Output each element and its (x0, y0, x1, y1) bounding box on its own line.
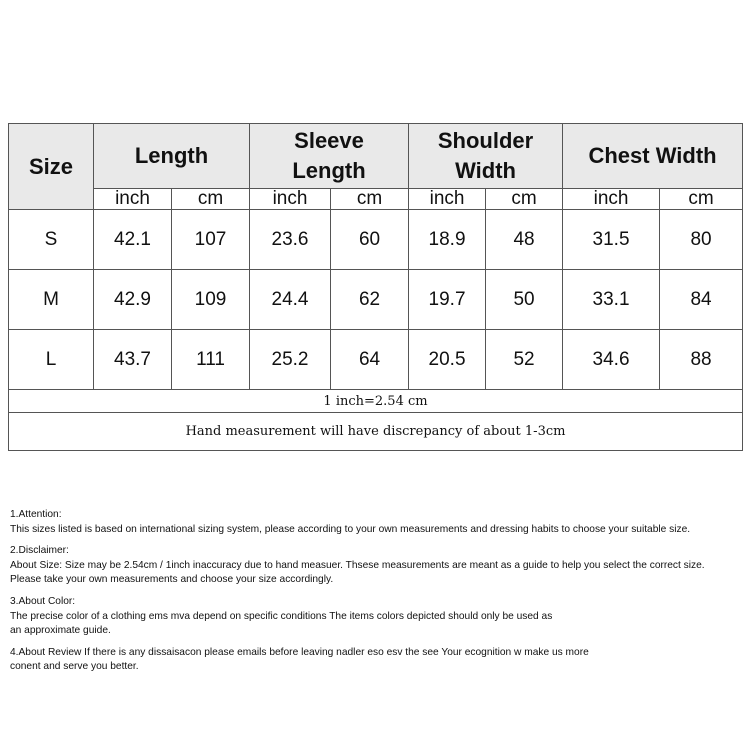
info-section (10, 508, 745, 682)
measurement-row (9, 413, 743, 451)
color-block (10, 595, 745, 639)
value-cell: 18.9 (409, 210, 486, 270)
value-cell: 107 (172, 210, 250, 270)
value-cell: 20.5 (409, 330, 486, 390)
value-cell: 60 (331, 210, 409, 270)
value-cell: 52 (486, 330, 563, 390)
value-cell: 64 (331, 330, 409, 390)
value-cell: 24.4 (250, 270, 331, 330)
disclaimer-line2: Please take your own measurements and choose your size accordingly. (10, 574, 334, 586)
value-cell: 19.7 (409, 270, 486, 330)
unit-cell: inch (250, 189, 331, 210)
size-cell: L (9, 330, 94, 390)
color-line1: The precise color of a clothing ems mva depend on specific conditions The items colors depicted should only be used as (10, 610, 553, 622)
color-title: 3.About Color: (10, 595, 76, 607)
review-block (10, 646, 745, 675)
shoulder-width-header (409, 124, 563, 189)
disclaimer-title: 2.Disclaimer: (10, 545, 69, 557)
size-cell: S (9, 210, 94, 270)
unit-cell: cm (486, 189, 563, 210)
value-cell: 23.6 (250, 210, 331, 270)
unit-cell: inch (409, 189, 486, 210)
value-cell: 50 (486, 270, 563, 330)
length-header: Length (94, 124, 250, 189)
unit-cell: cm (660, 189, 743, 210)
attention-title: 1.Attention: (10, 509, 62, 520)
disclaimer-block (10, 544, 745, 588)
value-cell: 109 (172, 270, 250, 330)
size-header: Size (9, 124, 94, 210)
value-cell: 84 (660, 270, 743, 330)
unit-cell: inch (563, 189, 660, 210)
table-row (9, 210, 743, 270)
unit-cell: inch (94, 189, 172, 210)
shoulder-header-line1: Shoulder (437, 128, 534, 153)
value-cell: 42.1 (94, 210, 172, 270)
value-cell: 31.5 (563, 210, 660, 270)
value-cell: 62 (331, 270, 409, 330)
shoulder-header-line2: Width (455, 158, 516, 183)
sleeve-header-line2: Length (292, 158, 366, 183)
table-row (9, 330, 743, 390)
value-cell: 88 (660, 330, 743, 390)
conversion-row (9, 390, 743, 413)
size-cell: M (9, 270, 94, 330)
value-cell: 42.9 (94, 270, 172, 330)
attention-text: This sizes listed is based on international sizing system, please according to your own measurements and dressing habits to choose your suitable size. (10, 523, 691, 535)
attention-block (10, 508, 745, 537)
sleeve-header-line1: Sleeve (294, 128, 364, 153)
value-cell: 33.1 (563, 270, 660, 330)
value-cell: 43.7 (94, 330, 172, 390)
measurement-note: Hand measurement will have discrepancy of about 1-3cm (9, 413, 743, 451)
review-line2: conent and serve you better. (10, 661, 139, 673)
unit-cell: cm (331, 189, 409, 210)
disclaimer-line1: About Size: Size may be 2.54cm / 1inch inaccuracy due to hand measuer. Thsese measurements are meant as a guide to help you select the correct size. (10, 559, 705, 571)
units-row (9, 189, 743, 210)
conversion-note: 1 inch=2.54 cm (9, 390, 743, 413)
size-chart-table (8, 123, 743, 451)
value-cell: 34.6 (563, 330, 660, 390)
chest-width-header: Chest Width (563, 124, 743, 189)
table-row (9, 270, 743, 330)
value-cell: 80 (660, 210, 743, 270)
color-line2: an approximate guide. (10, 625, 111, 637)
sleeve-length-header (250, 124, 409, 189)
value-cell: 111 (172, 330, 250, 390)
value-cell: 48 (486, 210, 563, 270)
review-line1: 4.About Review If there is any dissaisacon please emails before leaving nadler eso esv the see Your ecognition w make us more (10, 646, 589, 658)
unit-cell: cm (172, 189, 250, 210)
value-cell: 25.2 (250, 330, 331, 390)
header-row (9, 124, 743, 189)
